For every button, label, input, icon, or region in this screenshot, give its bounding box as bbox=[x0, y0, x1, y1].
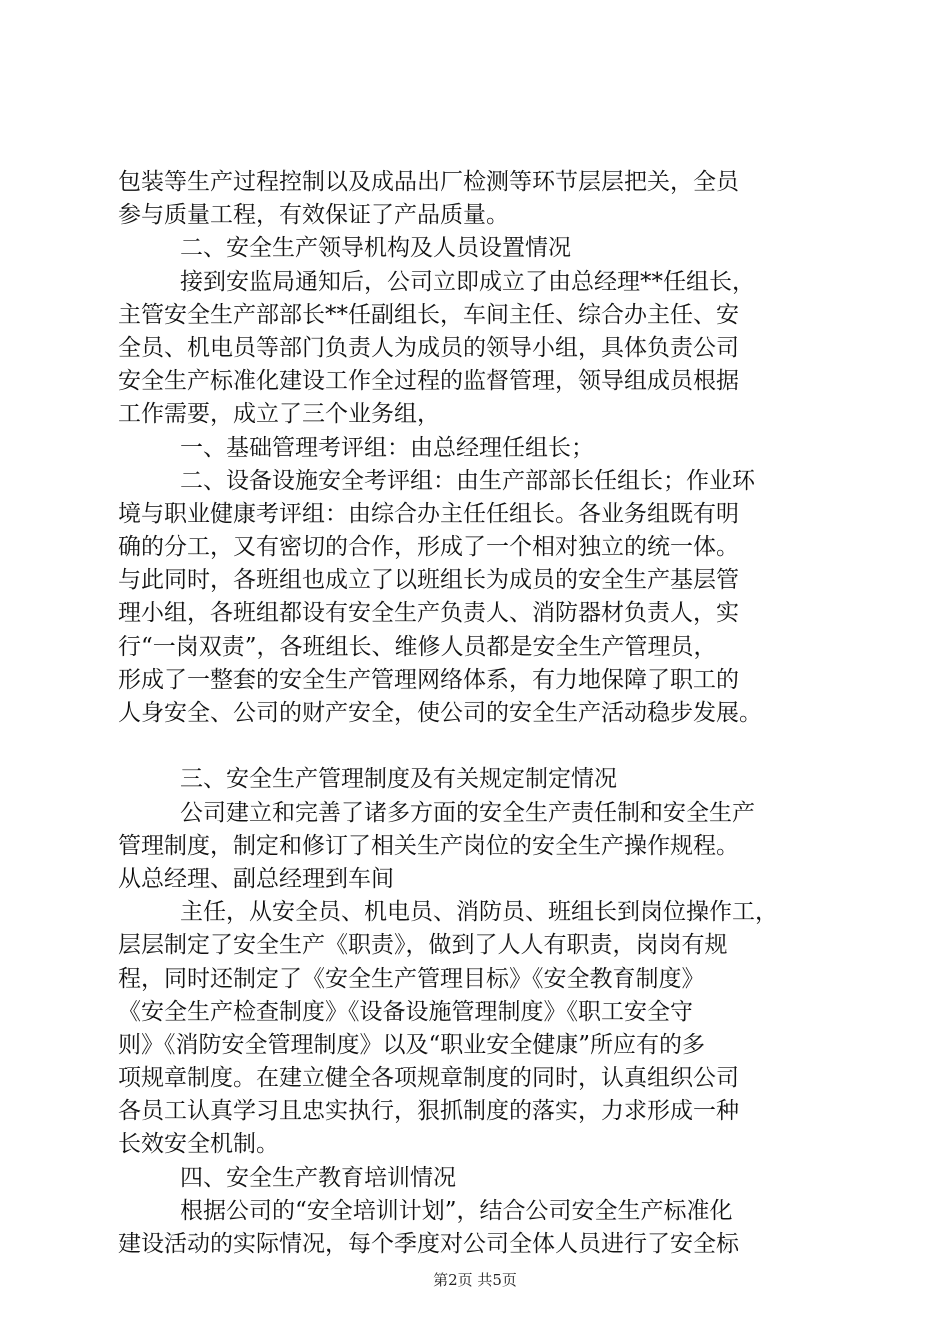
text-line: 主任，从安全员、机电员、消防员、班组长到岗位操作工， bbox=[180, 899, 778, 926]
text-line: 全员、机电员等部门负责人为成员的领导小组，具体负责公司 bbox=[118, 334, 739, 361]
text-line: 确的分工，又有密切的合作，形成了一个相对独立的统一体。 bbox=[118, 534, 739, 561]
text-line: 行“一岗双责”，各班组长、维修人员都是安全生产管理员， bbox=[118, 633, 717, 660]
text-line: 建设活动的实际情况，每个季度对公司全体人员进行了安全标 bbox=[118, 1231, 739, 1257]
text-line: 人身安全、公司的财产安全，使公司的安全生产活动稳步发展。 bbox=[118, 700, 762, 726]
text-line: 层层制定了安全生产《职责》，做到了人人有职责，岗岗有规 bbox=[118, 932, 728, 959]
text-line: 一、基础管理考评组：由总经理任组长； bbox=[180, 434, 594, 461]
text-line: 包装等生产过程控制以及成品出厂检测等环节层层把关，全员 bbox=[118, 169, 739, 195]
text-line: 接到安监局通知后，公司立即成立了由总经理**任组长， bbox=[180, 268, 755, 295]
text-line: 与此同时，各班组也成立了以班组长为成员的安全生产基层管 bbox=[118, 567, 739, 594]
text-line: 形成了一整套的安全生产管理网络体系，有力地保障了职工的 bbox=[118, 666, 739, 693]
text-line: 二、设备设施安全考评组：由生产部部长任组长；作业环 bbox=[180, 467, 755, 494]
text-line: 工作需要，成立了三个业务组， bbox=[118, 401, 440, 428]
text-line: 境与职业健康考评组：由综合办主任任组长。各业务组既有明 bbox=[118, 500, 739, 527]
text-line: 长效安全机制。 bbox=[118, 1131, 279, 1158]
text-line: 根据公司的“安全培训计划”，结合公司安全生产标准化 bbox=[180, 1197, 733, 1224]
text-line: 《安全生产检查制度》《设备设施管理制度》《职工安全守 bbox=[118, 998, 693, 1025]
text-line: 项规章制度。在建立健全各项规章制度的同时，认真组织公司 bbox=[118, 1065, 739, 1092]
text-line: 从总经理、副总经理到车间 bbox=[118, 865, 394, 892]
text-line: 程，同时还制定了《安全生产管理目标》《安全教育制度》 bbox=[118, 965, 705, 992]
text-line: 主管安全生产部部长**任副组长，车间主任、综合办主任、安 bbox=[118, 301, 739, 328]
text-line bbox=[118, 730, 838, 763]
text-line: 二、安全生产领导机构及人员设置情况 bbox=[180, 235, 571, 262]
text-line: 则》《消防安全管理制度》以及“职业安全健康”所应有的多 bbox=[118, 1031, 706, 1058]
text-line: 安全生产标准化建设工作全过程的监督管理，领导组成员根据 bbox=[118, 368, 739, 395]
text-line: 三、安全生产管理制度及有关规定制定情况 bbox=[180, 766, 617, 793]
text-line: 各员工认真学习且忠实执行，狠抓制度的落实，力求形成一种 bbox=[118, 1098, 739, 1125]
text-line: 四、安全生产教育培训情况 bbox=[180, 1164, 456, 1191]
page-footer: 第2页 共5页 bbox=[433, 1271, 517, 1289]
text-line: 理小组，各班组都设有安全生产负责人、消防器材负责人，实 bbox=[118, 600, 739, 627]
document-body bbox=[118, 166, 838, 1261]
text-line: 公司建立和完善了诸多方面的安全生产责任制和安全生产 bbox=[180, 799, 755, 826]
text-line: 管理制度，制定和修订了相关生产岗位的安全生产操作规程。 bbox=[118, 832, 739, 859]
text-line: 参与质量工程，有效保证了产品质量。 bbox=[118, 202, 509, 229]
